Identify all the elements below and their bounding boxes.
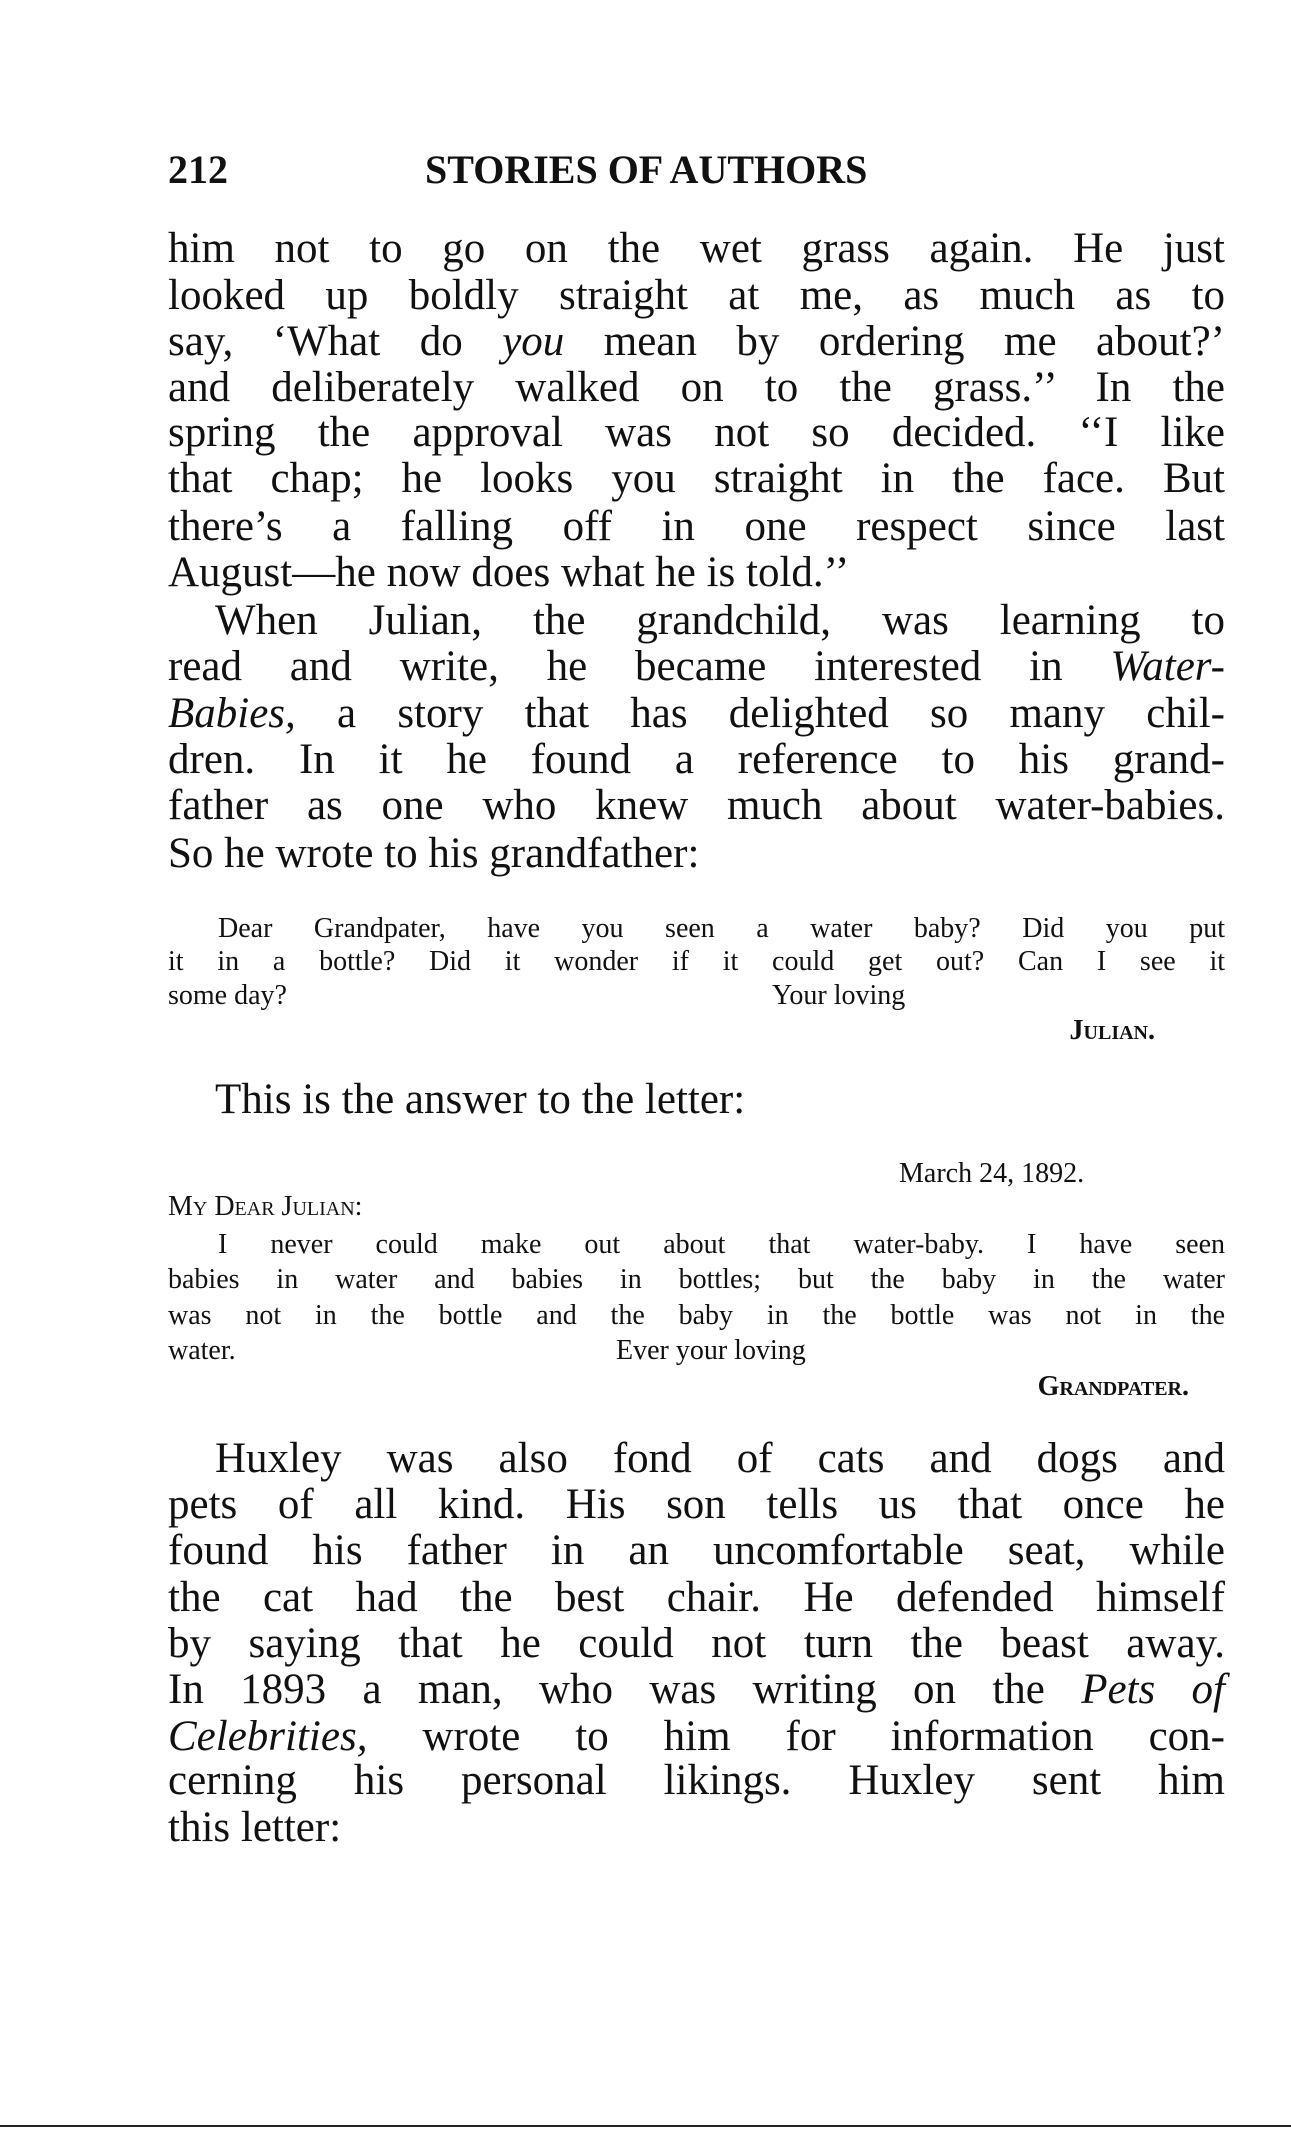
- letter-line: some day?: [168, 980, 287, 1011]
- text-line: [168, 1758, 1225, 1804]
- text-line: [168, 1621, 1225, 1667]
- text-segment: say, ‘What do: [168, 318, 503, 365]
- page-number: 212: [168, 147, 228, 192]
- text-line: [168, 644, 1225, 690]
- text-line: [168, 737, 1225, 783]
- text-line: [168, 1528, 1225, 1574]
- letter-line: was not in the bottle and the baby in the bottle was not in the: [168, 1300, 1225, 1331]
- text-segment: the cat had the best chair. He defended himself: [168, 1574, 1225, 1621]
- letter-closing: Your loving: [772, 980, 906, 1011]
- text-segment: and deliberately walked on to the grass.’’ In the: [168, 364, 1225, 411]
- text-line: [168, 1714, 1225, 1760]
- running-title: STORIES OF AUTHORS: [425, 147, 868, 192]
- page-bottom-rule: [0, 2125, 1291, 2127]
- letter-line: water.: [168, 1335, 236, 1366]
- text-line: [168, 1482, 1225, 1528]
- letter-closing: Ever your loving: [616, 1335, 806, 1366]
- letter-line: I never could make out about that water-baby. I have seen: [218, 1229, 1225, 1260]
- text-line: [168, 550, 1225, 596]
- text-segment: found his father in an uncomfortable seat, while: [168, 1527, 1225, 1574]
- text-line: [168, 1805, 1225, 1851]
- text-segment: spring the approval was not so decided. ‘‘I like: [168, 409, 1225, 456]
- letter-date: March 24, 1892.: [899, 1158, 1085, 1189]
- text-segment: by saying that he could not turn the beast away.: [168, 1620, 1225, 1667]
- text-segment: him not to go on the wet grass again. He just: [168, 225, 1225, 272]
- text-line: [168, 410, 1225, 456]
- text-segment: dren. In it he found a reference to his grand-: [168, 736, 1225, 783]
- text-segment: So he wrote to his grandfather:: [168, 830, 700, 877]
- text-segment: read and write, he became interested in: [168, 643, 1111, 690]
- text-segment: Huxley was also fond of cats and dogs and: [215, 1435, 1225, 1482]
- text-segment: wrote to him for information con-: [367, 1713, 1225, 1760]
- text-line: [168, 273, 1225, 319]
- text-segment: mean by ordering me about?’: [564, 318, 1225, 365]
- text-line: [168, 831, 1225, 877]
- letter-line: it in a bottle? Did it wonder if it could get out? Can I see it: [168, 946, 1225, 977]
- text-segment: that chap; he looks you straight in the face. But: [168, 455, 1225, 502]
- text-line: [168, 319, 1225, 365]
- letter-line: Dear Grandpater, have you seen a water baby? Did you put: [218, 913, 1225, 944]
- text-line: [168, 365, 1225, 411]
- letter-salutation: My Dear Julian:: [168, 1191, 363, 1222]
- italic-text: Water-: [1110, 643, 1225, 690]
- text-segment: there’s a falling off in one respect since last: [168, 503, 1225, 550]
- text-line: [168, 691, 1225, 737]
- text-line: [168, 504, 1225, 550]
- italic-text: Babies,: [168, 690, 296, 737]
- text-line: [168, 226, 1225, 272]
- italic-text: you: [502, 318, 565, 365]
- text-segment: pets of all kind. His son tells us that once he: [168, 1481, 1225, 1528]
- text-line: [168, 1575, 1225, 1621]
- answer-intro: This is the answer to the letter:: [215, 1076, 746, 1123]
- text-segment: cerning his personal likings. Huxley sent him: [168, 1757, 1225, 1804]
- text-line: [168, 1667, 1225, 1713]
- text-segment: father as one who knew much about water-babies.: [168, 782, 1225, 829]
- text-line: [168, 783, 1225, 829]
- text-segment: August—he now does what he is told.’’: [168, 549, 850, 596]
- text-line: [168, 456, 1225, 502]
- italic-text: Celebrities,: [168, 1713, 368, 1760]
- text-segment: looked up boldly straight at me, as much as to: [168, 272, 1225, 319]
- text-segment: When Julian, the grandchild, was learning to: [215, 597, 1225, 644]
- text-segment: In 1893 a man, who was writing on the: [168, 1666, 1082, 1713]
- letter-line: babies in water and babies in bottles; but the baby in the water: [168, 1264, 1225, 1295]
- italic-text: Pets of: [1081, 1666, 1225, 1713]
- text-segment: a story that has delighted so many chil-: [295, 690, 1225, 737]
- text-segment: this letter:: [168, 1804, 342, 1851]
- letter-signature: Julian.: [1069, 1015, 1155, 1046]
- letter-signature: Grandpater.: [1037, 1371, 1189, 1402]
- text-line: [215, 598, 1225, 644]
- text-line: [215, 1436, 1225, 1482]
